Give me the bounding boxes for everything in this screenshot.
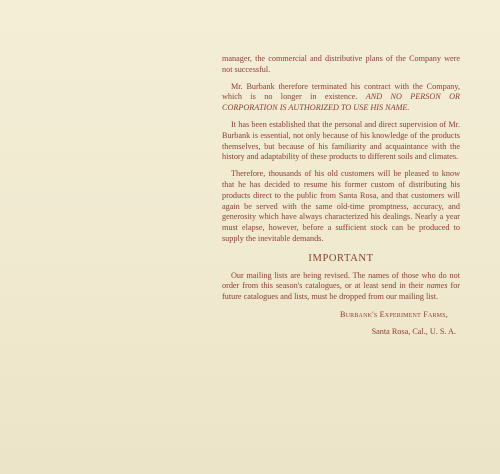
terminated-contract-text: Mr. Burbank therefore terminated his contract with the Company, which is no longer in existence. <box>222 81 460 102</box>
text-column <box>222 54 460 337</box>
signature-place: Santa Rosa, Cal., U. S. A. <box>371 326 456 336</box>
paragraph-terminated-contract <box>222 82 460 114</box>
mailing-lists-text-b: for future catalogues and lists, must be dropped from our mailing list. <box>222 281 461 302</box>
paragraph-mailing-lists <box>222 271 460 303</box>
signature-org: Burbank's Experiment Farms, <box>339 309 448 319</box>
name-authorization-warning: AND NO PERSON OR CORPORATION IS AUTHORIZED TO USE HIS NAME. <box>222 92 461 113</box>
mailing-lists-names-word: names <box>426 281 448 291</box>
paragraph-manager: manager, the commercial and distributive plans of the Company were not successful. <box>222 54 460 74</box>
important-heading: IMPORTANT <box>308 252 374 264</box>
mailing-lists-text-a: Our mailing lists are being revised. The names of those who do not order from this season's catalogues, or at least send in their <box>222 270 460 291</box>
paragraph-resume-distribution: Therefore, thousands of his old customers will be pleased to know that he has decided to resume his former custom of distributing his products direct to the public from Santa Rosa, and that customers will again be served with the same old-time promptness, accuracy, and generosity which have always characterized his dealings. Nearly a year must elapse, however, before a sufficient stock can be produced to supply the inevitable demands. <box>222 169 460 243</box>
paragraph-supervision: It has been established that the personal and direct supervision of Mr. Burbank is essential, not only because of his knowledge of the products themselves, but because of his familiarity and acquaintance with the history and adaptability of these products to different soils and climates. <box>222 119 460 162</box>
